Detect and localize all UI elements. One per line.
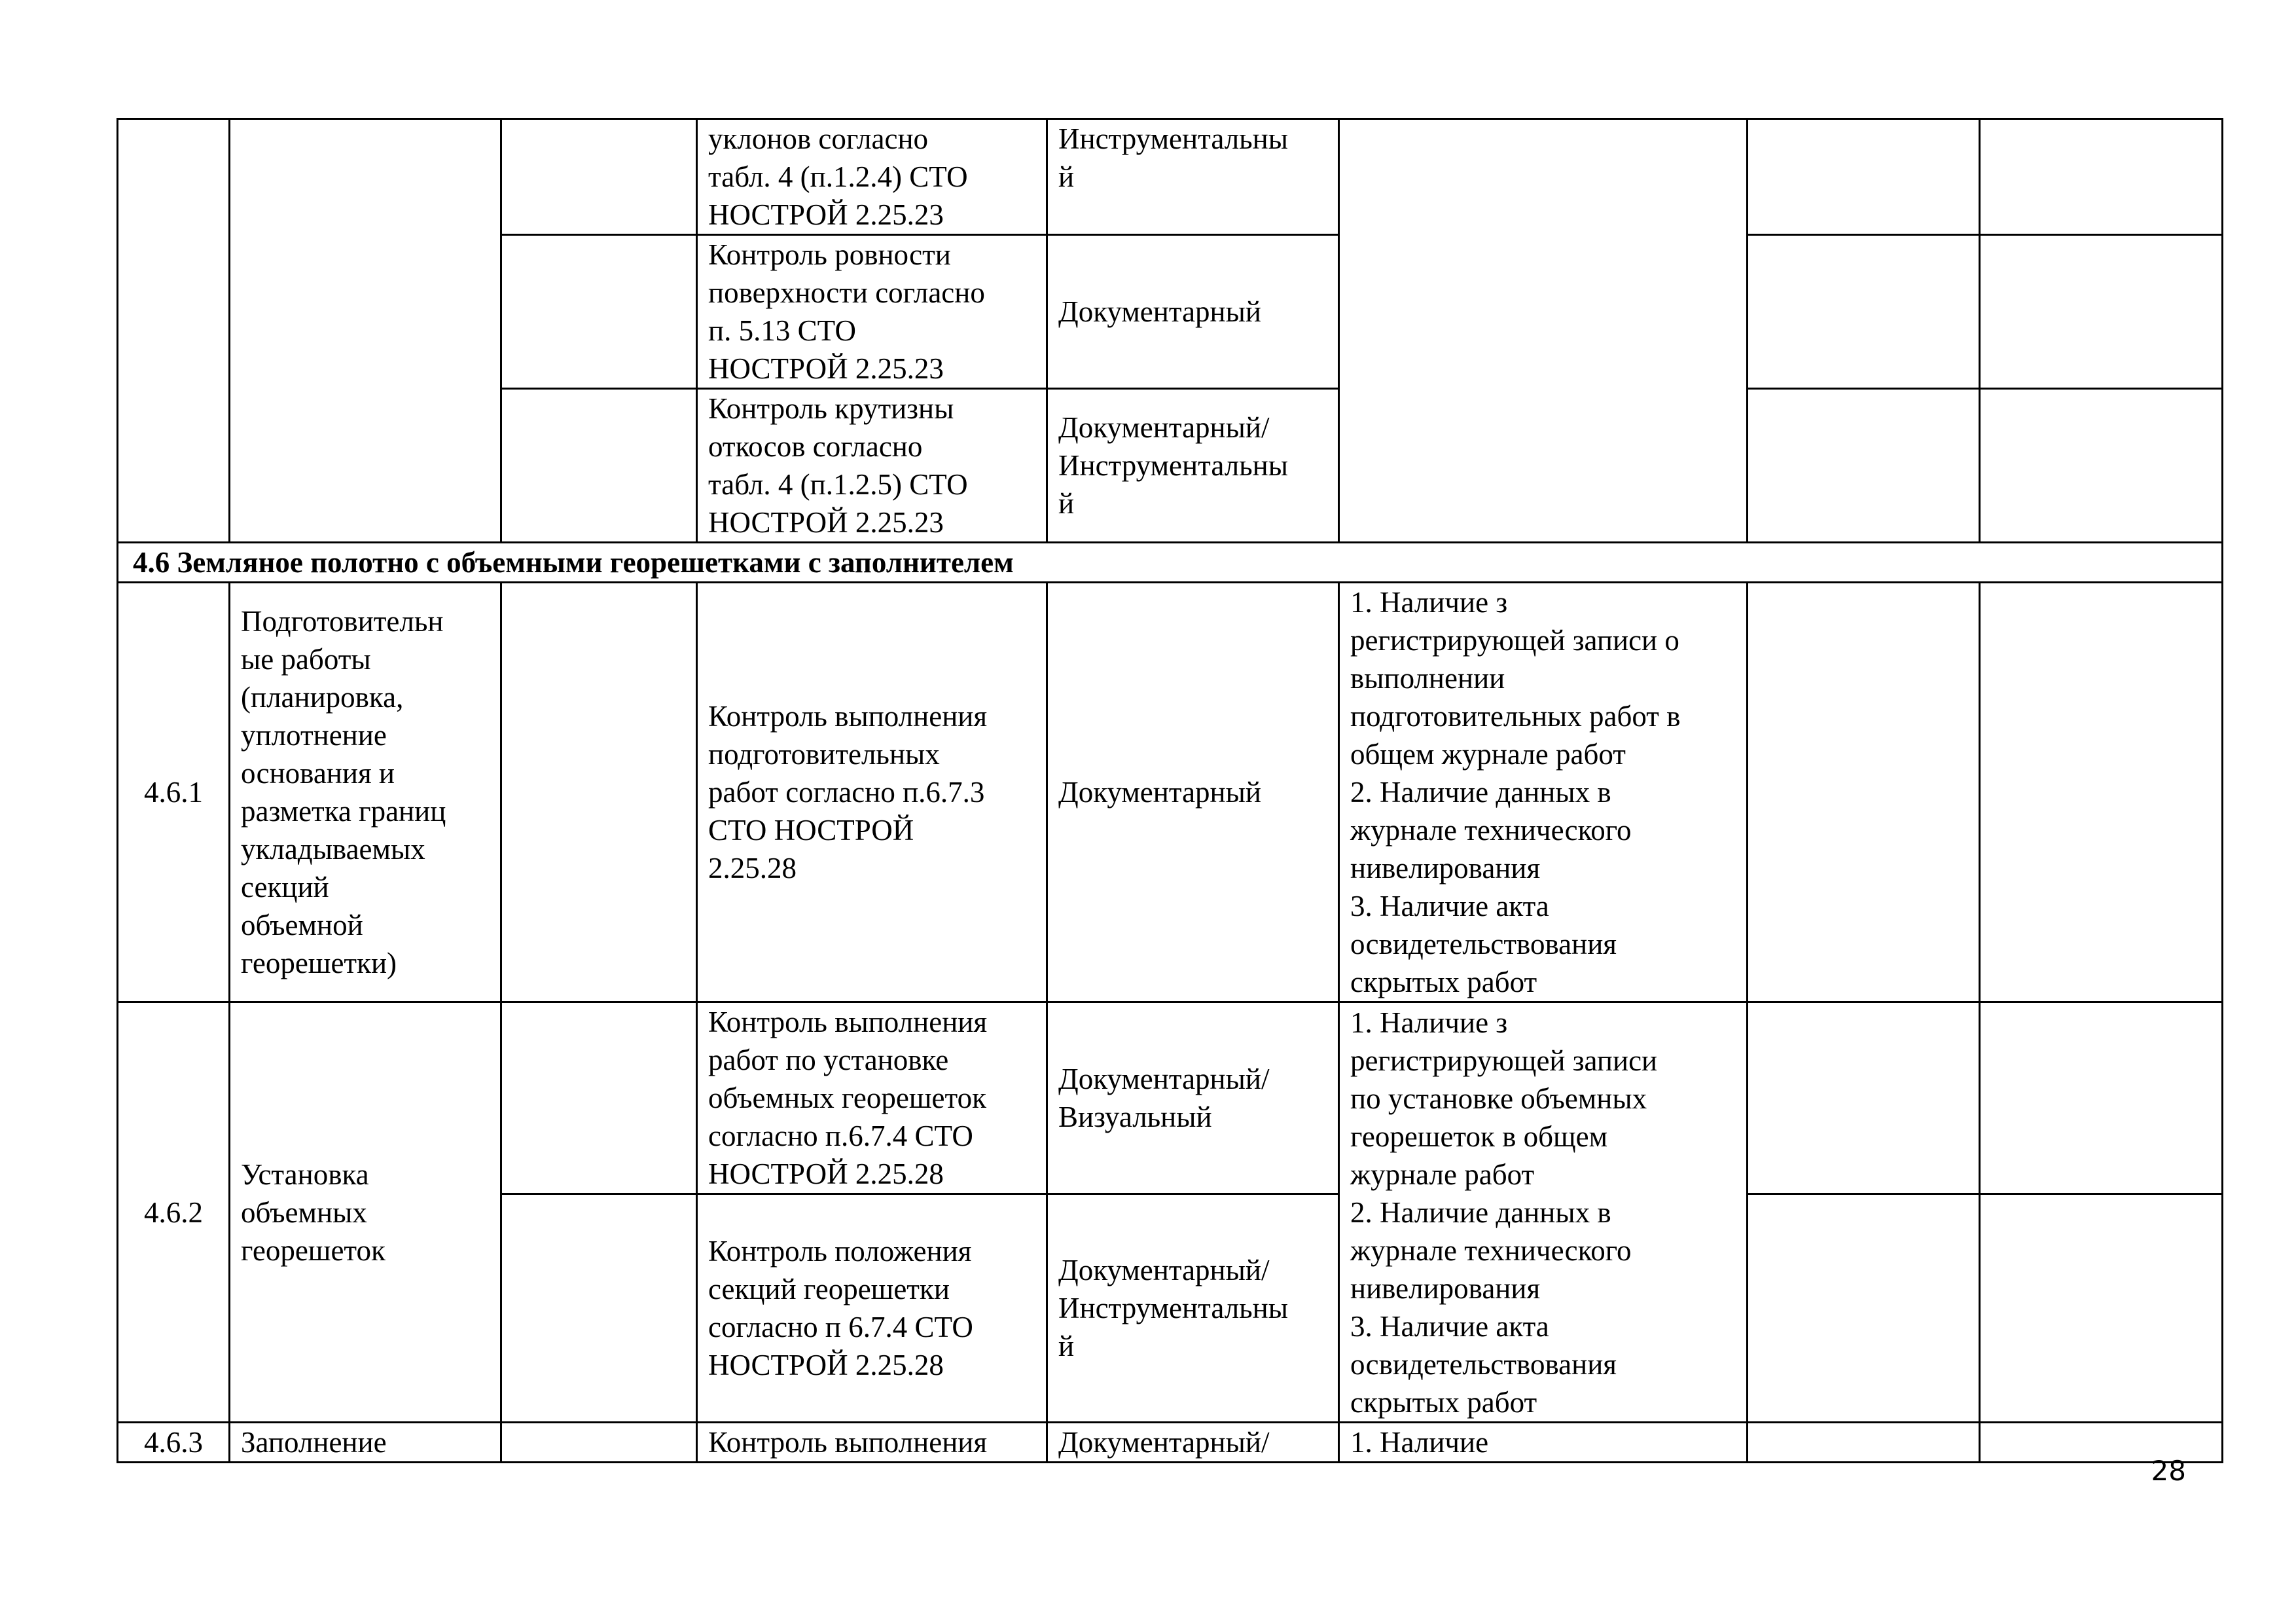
method-cell: Документарный/ Визуальный xyxy=(1047,1002,1339,1194)
empty-cell xyxy=(1748,1002,1980,1194)
row-number: 4.6.2 xyxy=(118,1002,230,1423)
section-title: 4.6 Земляное полотно с объемными георешетками с заполнителем xyxy=(118,543,2223,583)
table-row xyxy=(118,1423,2223,1463)
work-cell xyxy=(230,119,501,543)
description-cell: Контроль выполнения подготовительных работ согласно п.6.7.3 СТО НОСТРОЙ 2.25.28 xyxy=(697,583,1047,1002)
section-row xyxy=(118,543,2223,583)
empty-cell xyxy=(501,235,697,389)
table-row xyxy=(118,583,2223,1002)
empty-cell xyxy=(1980,1002,2223,1194)
documents-cell: 1. Наличие xyxy=(1339,1423,1748,1463)
empty-cell xyxy=(1748,1194,1980,1423)
control-table xyxy=(117,118,2223,1463)
empty-cell xyxy=(1980,1194,2223,1423)
documents-cell: 1. Наличие з регистрирующей записи о выполнении подготовительных работ в общем журнале работ 2. Наличие данных в журнале технического нивелирования 3. Наличие акта освидетельствования скрытых работ xyxy=(1339,583,1748,1002)
method-cell: Документарный/ Инструментальны й xyxy=(1047,1194,1339,1423)
table-row xyxy=(118,1002,2223,1194)
table-row xyxy=(118,119,2223,235)
documents-cell: 1. Наличие з регистрирующей записи по установке объемных георешеток в общем журнале работ 2. Наличие данных в журнале технического нивелирования 3. Наличие акта освидетельствования скрытых работ xyxy=(1339,1002,1748,1423)
row-number: 4.6.3 xyxy=(118,1423,230,1463)
empty-cell xyxy=(1980,583,2223,1002)
empty-cell xyxy=(1748,583,1980,1002)
method-cell: Документарный xyxy=(1047,583,1339,1002)
empty-cell xyxy=(501,1002,697,1194)
method-cell: Документарный/ xyxy=(1047,1423,1339,1463)
empty-cell xyxy=(1980,119,2223,235)
empty-cell xyxy=(1748,235,1980,389)
method-cell: Инструментальны й xyxy=(1047,119,1339,235)
work-cell: Подготовительн ые работы (планировка, уплотнение основания и разметка границ укладываемых секций объемной георешетки) xyxy=(230,583,501,1002)
empty-cell xyxy=(1748,1423,1980,1463)
empty-cell xyxy=(501,1194,697,1423)
row-number: 4.6.1 xyxy=(118,583,230,1002)
work-cell: Заполнение xyxy=(230,1423,501,1463)
description-cell: Контроль ровности поверхности согласно п. 5.13 СТО НОСТРОЙ 2.25.23 xyxy=(697,235,1047,389)
description-cell: Контроль выполнения xyxy=(697,1423,1047,1463)
method-cell: Документарный xyxy=(1047,235,1339,389)
empty-cell xyxy=(501,119,697,235)
number-cell xyxy=(118,119,230,543)
method-cell: Документарный/ Инструментальны й xyxy=(1047,389,1339,543)
work-cell: Установка объемных георешеток xyxy=(230,1002,501,1423)
empty-cell xyxy=(1980,235,2223,389)
documents-cell xyxy=(1339,119,1748,543)
empty-cell xyxy=(501,389,697,543)
empty-cell xyxy=(501,1423,697,1463)
empty-cell xyxy=(501,583,697,1002)
description-cell: Контроль выполнения работ по установке объемных георешеток согласно п.6.7.4 СТО НОСТРОЙ 2.25.28 xyxy=(697,1002,1047,1194)
description-cell: Контроль положения секций георешетки согласно п 6.7.4 СТО НОСТРОЙ 2.25.28 xyxy=(697,1194,1047,1423)
page-number: 28 xyxy=(2151,1455,2186,1487)
empty-cell xyxy=(1748,389,1980,543)
description-cell: Контроль крутизны откосов согласно табл. 4 (п.1.2.5) СТО НОСТРОЙ 2.25.23 xyxy=(697,389,1047,543)
description-cell: уклонов согласно табл. 4 (п.1.2.4) СТО НОСТРОЙ 2.25.23 xyxy=(697,119,1047,235)
empty-cell xyxy=(1748,119,1980,235)
empty-cell xyxy=(1980,389,2223,543)
